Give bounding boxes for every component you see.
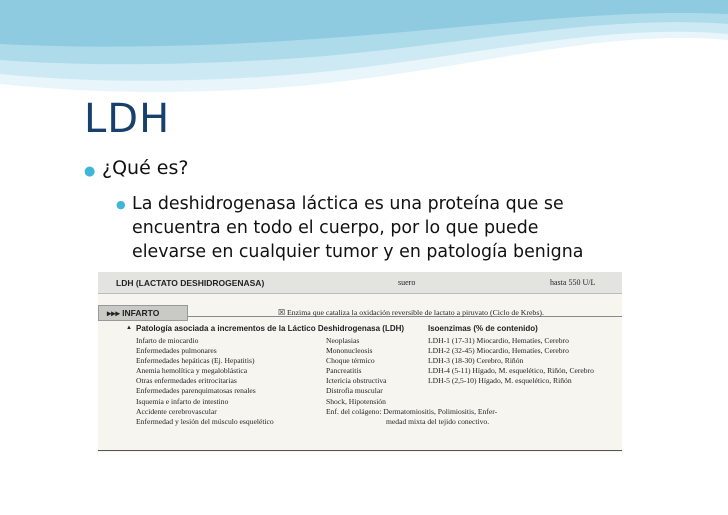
bullet-line: elevarse en cualquier tumor y en patología benigna [132, 242, 584, 262]
list-item: Mononucleosis [326, 346, 373, 356]
list-item: Shock, Hipotensión [326, 396, 386, 406]
bullet-dot-icon: ● [84, 164, 96, 179]
list-item: Accidente cerebrovascular [136, 406, 217, 416]
scan-header-title: LDH (LACTATO DESHIDROGENASA) [116, 278, 265, 288]
scan-header-range: hasta 550 U/L [550, 278, 596, 287]
slide-title: LDH [84, 96, 171, 142]
list-item: LDH-1 (17-31) Miocardio, Hematíes, Cerebro [428, 336, 569, 345]
scan-note: ☒ Enzima que cataliza la oxidación reversible de lactato a piruvato (Ciclo de Krebs). [278, 308, 544, 317]
scan-col1-list [136, 336, 274, 427]
list-item: Neoplasias [326, 336, 360, 345]
scan-section-label: ▸▸▸ INFARTO [107, 308, 160, 318]
list-item: Enfermedad y lesión del músculo esquelético [136, 416, 274, 426]
bullet-line: La deshidrogenasa láctica es una proteína que se [132, 194, 564, 214]
list-item: Choque térmico [326, 356, 375, 366]
list-item: LDH-3 (18-30) Cerebro, Riñón [428, 356, 524, 366]
list-item: Distrofia muscular [326, 386, 383, 396]
list-item: LDH-5 (2,5-10) Hígado, M. esquelético, Riñón [428, 376, 572, 386]
list-item: Isquemia e infarto de intestino [136, 396, 229, 406]
bullet-line: encuentra en todo el cuerpo, por lo que puede [132, 218, 539, 238]
list-item: Anemia hemolítica y megaloblástica [136, 366, 248, 376]
bullet-dot-icon: ● [116, 198, 126, 211]
list-item: Pancreatitis [326, 366, 362, 376]
list-item: Otras enfermedades eritrocitarias [136, 376, 237, 386]
list-item: medad mixta del tejido conectivo. [386, 416, 490, 426]
list-item: Infarto de miocardio [136, 336, 199, 345]
scan-col3-header: Isoenzimas (% de contenido) [428, 324, 538, 333]
bullet-text: ¿Qué es? [102, 157, 189, 179]
list-item: LDH-2 (32-45) Miocardio, Hematíes, Cerebro [428, 346, 569, 356]
bullet-level1 [84, 157, 188, 179]
scan-bottom-rule [98, 450, 622, 451]
scan-col1-header: Patología asociada a incrementos de la Láctico Deshidrogenasa (LDH) [136, 324, 405, 333]
list-item: Enfermedades hepáticas (Ej. Hepatitis) [136, 356, 255, 366]
list-item: Enfermedades pulmonares [136, 346, 217, 356]
scan-header-sample: suero [398, 278, 416, 287]
list-item: Ictericia obstructiva [326, 376, 387, 386]
list-item: Enf. del colágeno: Dermatomiositis, Polimiositis, Enfer- [326, 406, 498, 416]
bullet-paragraph [132, 192, 583, 264]
triangle-bullet-icon: ▲ [126, 325, 132, 331]
scanned-table-image [98, 272, 622, 452]
scan-section-band [98, 305, 188, 321]
bullet-level2 [116, 192, 636, 264]
list-item: LDH-4 (5-11) Hígado, M. esquelético, Riñón, Cerebro [428, 366, 594, 376]
scan-col3-list [428, 336, 594, 386]
header-wave-decoration [0, 0, 728, 110]
list-item: Enfermedades parenquimatosas renales [136, 386, 256, 396]
